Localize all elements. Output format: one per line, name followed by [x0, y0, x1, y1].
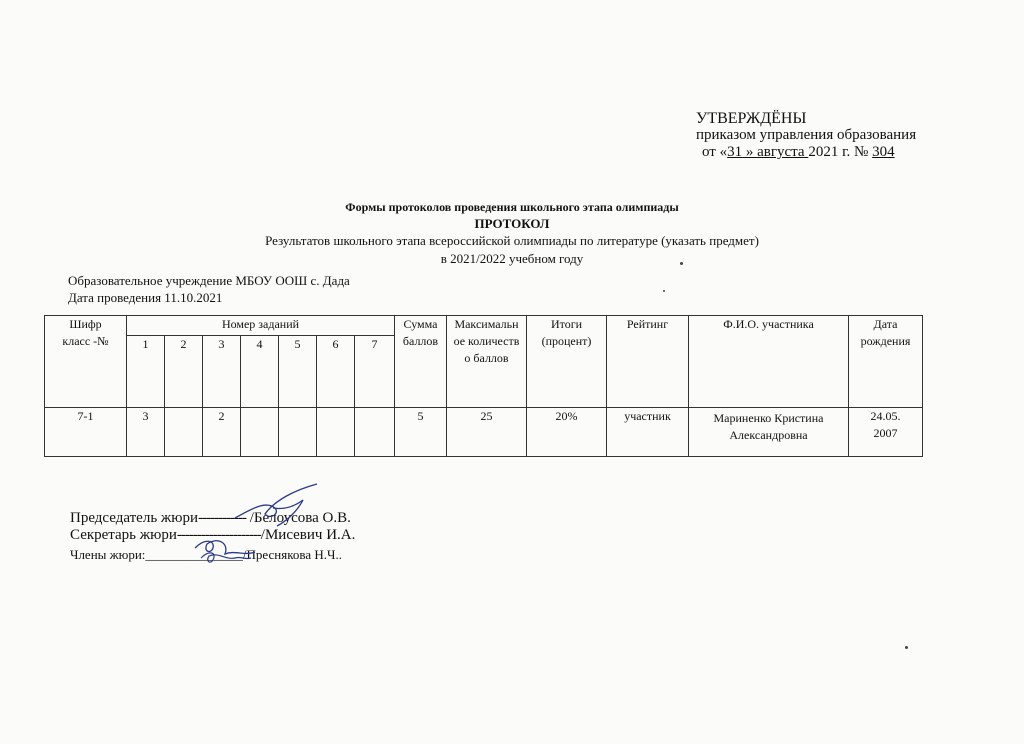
task-num: 2 — [165, 336, 203, 408]
task-num: 5 — [279, 336, 317, 408]
header-result: Итоги (процент) — [527, 316, 607, 408]
cell-task — [279, 408, 317, 457]
approval-date: от «31 » августа 2021 г. № 304 — [702, 144, 895, 160]
cell-result: 20% — [527, 408, 607, 457]
member-signature-icon — [195, 546, 255, 568]
task-num: 7 — [355, 336, 395, 408]
secretary-label: Секретарь жюри — [70, 527, 177, 543]
cell-task: 3 — [127, 408, 165, 457]
header-tasks: Номер заданий — [127, 316, 395, 336]
cell-sum: 5 — [395, 408, 447, 457]
members-label: Члены жюри: — [70, 547, 146, 562]
cell-code: 7-1 — [45, 408, 127, 457]
approval-title: УТВЕРЖДЁНЫ — [696, 110, 807, 127]
table-row — [45, 408, 923, 457]
cell-task: 2 — [203, 408, 241, 457]
cell-task — [317, 408, 355, 457]
cell-max: 25 — [447, 408, 527, 457]
cell-task — [165, 408, 203, 457]
results-table — [44, 315, 923, 457]
school-year: в 2021/2022 учебном году — [440, 251, 584, 266]
task-num: 6 — [317, 336, 355, 408]
members-name: /Преснякова Н.Ч.. — [242, 547, 342, 562]
forms-title: Формы протоколов проведения школьного этапа олимпиады — [345, 200, 679, 214]
chair-signature-icon — [225, 480, 325, 530]
scan-speck — [663, 290, 665, 292]
members-line: _______________ — [145, 547, 243, 562]
cell-fio: Мариненко Кристина Александровна — [689, 408, 849, 457]
approval-order: приказом управления образования — [696, 127, 917, 143]
approval-block — [696, 110, 916, 161]
header-code: Шифр класс -№ — [45, 316, 127, 408]
chair-dashes: ------------ — [198, 510, 246, 526]
cell-birth: 24.05. 2007 — [849, 408, 923, 457]
header-sum: Сумма баллов — [395, 316, 447, 408]
table-header-row — [45, 316, 923, 336]
cell-task — [241, 408, 279, 457]
task-num: 4 — [241, 336, 279, 408]
header-max: Максимальное количество баллов — [447, 316, 527, 408]
chair-name: /Белоусова О.В. — [245, 510, 351, 526]
school-name: Образовательное учреждение МБОУ ООШ с. Дада — [68, 273, 350, 288]
chair-label: Председатель жюри — [70, 510, 199, 526]
protocol-subtitle: Результатов школьного этапа всероссийской олимпиады по литературе (указать предмет) — [265, 233, 759, 248]
cell-task — [355, 408, 395, 457]
cell-rating: участник — [607, 408, 689, 457]
protocol-title: ПРОТОКОЛ — [474, 216, 550, 231]
task-num: 1 — [127, 336, 165, 408]
secretary-dashes: --------------------- — [176, 527, 261, 543]
task-num: 3 — [203, 336, 241, 408]
header-fio: Ф.И.О. участника — [689, 316, 849, 408]
event-date: Дата проведения 11.10.2021 — [68, 290, 223, 305]
secretary-name: /Мисевич И.А. — [260, 527, 356, 543]
scan-speck — [680, 262, 683, 265]
header-rating: Рейтинг — [607, 316, 689, 408]
header-birth: Дата рождения — [849, 316, 923, 408]
scan-speck — [905, 646, 908, 649]
